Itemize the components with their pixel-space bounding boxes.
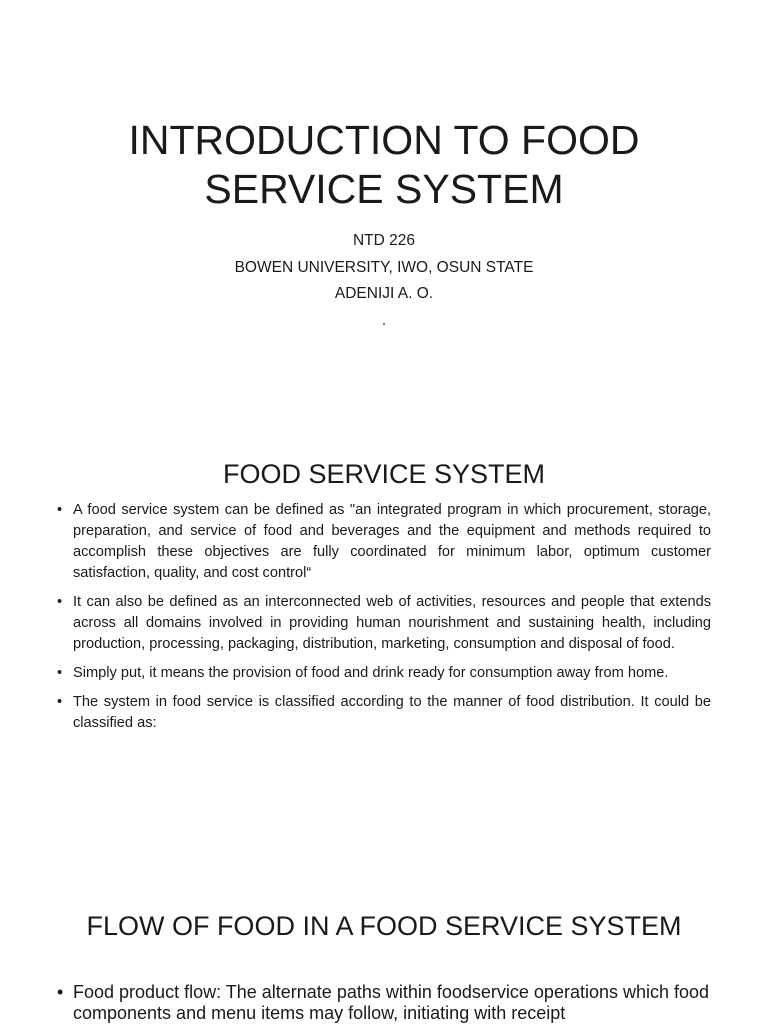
bullet-text: The system in food service is classified according to the manner of food distribution. It could be classified as: [73, 694, 711, 731]
list-item [55, 592, 711, 655]
bullet-icon: • [57, 502, 63, 518]
bullet-list [55, 982, 711, 1024]
presentation-title [0, 116, 768, 214]
title-line-2: SERVICE SYSTEM [204, 166, 564, 212]
list-item [55, 692, 711, 734]
bullet-list [55, 500, 711, 742]
trailing-mark: . [381, 311, 387, 329]
slide-title: FLOW OF FOOD IN A FOOD SERVICE SYSTEM [86, 911, 682, 941]
bullet-text: It can also be defined as an interconnected web of activities, resources and people that extends across all domains involved in providing human nourishment and sustaining health, including production, processing, packaging, distribution, marketing, consumption and disposal of food. [73, 594, 711, 652]
title-line-1: INTRODUCTION TO FOOD [128, 117, 640, 163]
flow-of-food-slide [0, 870, 768, 1024]
institution-name: BOWEN UNIVERSITY, IWO, OSUN STATE [234, 258, 534, 276]
list-item [55, 663, 711, 684]
subtitle-block [0, 228, 768, 334]
bullet-text: Food product flow: The alternate paths within foodservice operations which food components and menu items may follow, initiating with receipt [73, 982, 710, 1023]
bullet-icon: • [57, 665, 63, 681]
bullet-text: Simply put, it means the provision of food and drink ready for consumption away from home. [73, 665, 669, 681]
list-item [55, 982, 711, 1024]
course-code: NTD 226 [352, 232, 416, 249]
slide-title: FOOD SERVICE SYSTEM [222, 459, 546, 489]
title-slide [0, 0, 768, 420]
bullet-icon: • [57, 694, 63, 710]
bullet-icon: • [57, 982, 64, 1002]
author-name: ADENIJI A. O. [334, 285, 434, 302]
bullet-icon: • [57, 594, 63, 610]
bullet-text: A food service system can be defined as "an integrated program in which procurement, storage, preparation, and service of food and beverages and the equipment and methods required to accomplish these objectives are fully coordinated for minimum labor, optimum customer satisfaction, quality, and cost control“ [73, 502, 711, 581]
food-service-system-slide [0, 420, 768, 870]
list-item [55, 500, 711, 584]
